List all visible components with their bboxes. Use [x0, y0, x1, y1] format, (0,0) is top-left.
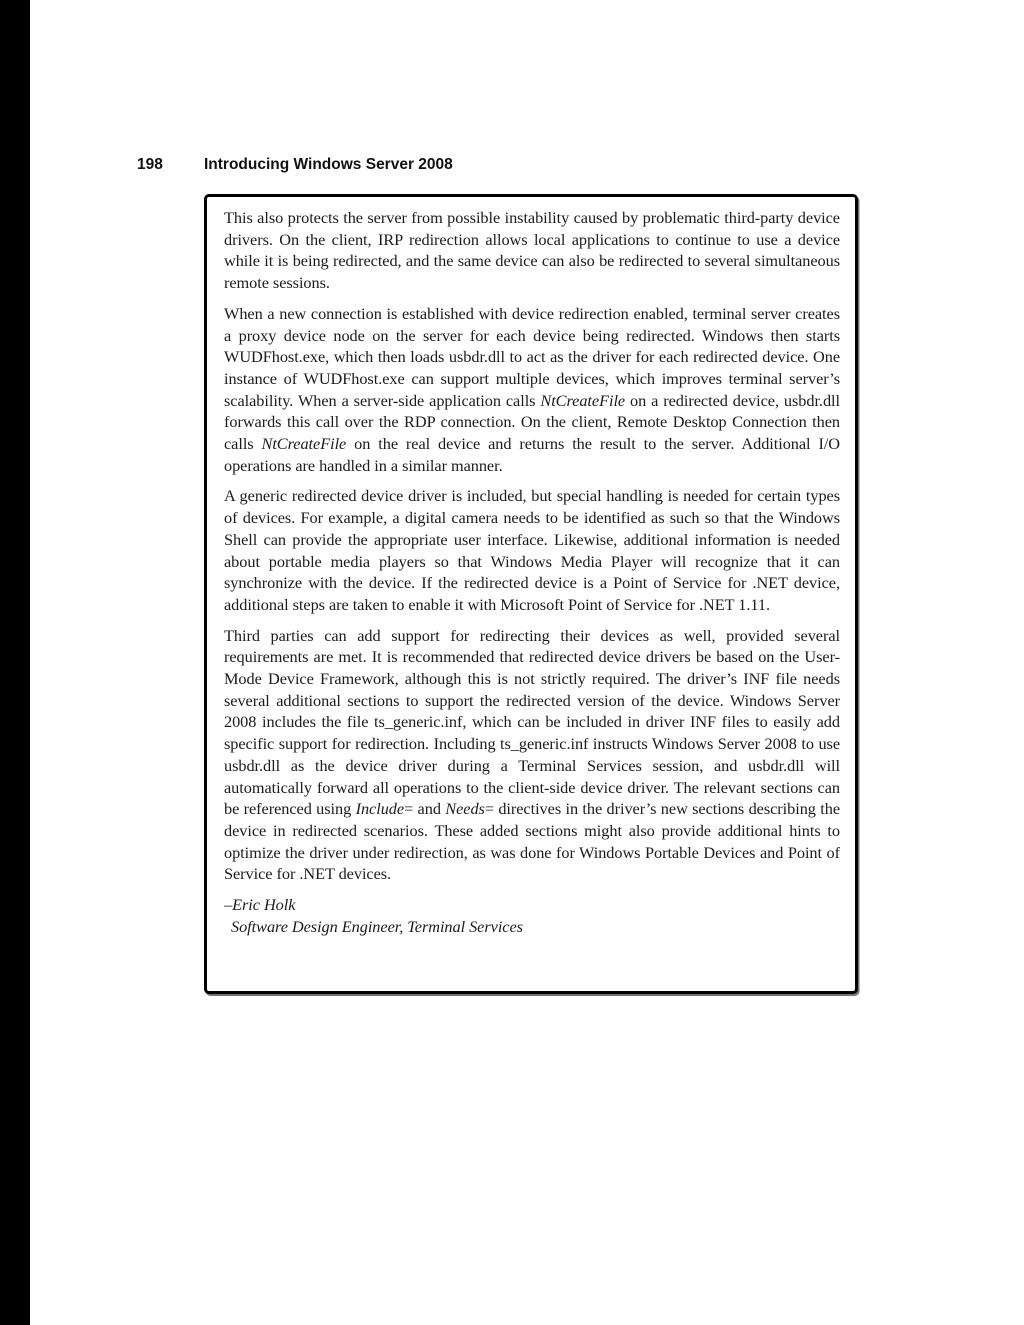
left-scan-edge	[0, 0, 30, 1325]
sidebar-paragraphs	[224, 207, 840, 885]
paragraph: When a new connection is established with device redirection enabled, terminal server creates a proxy device node on the server for each device being redirected. Windows then starts WUDFhost.exe, which then loads usbdr.dll to act as the driver for each redirected device. One instance of WUDFhost.exe can support multiple devices, which improves terminal server’s scalability. When a server-side application calls NtCreateFile on a redirected device, usbdr.dll forwards this call over the RDP connection. On the client, Remote Desktop Connection then calls NtCreateFile on the real device and returns the result to the server. Additional I/O operations are handled in a similar manner.	[224, 303, 841, 475]
running-head: Introducing Windows Server 2008	[204, 156, 453, 173]
paragraph: A generic redirected device driver is included, but special handling is needed for certain types of devices. For example, a digital camera needs to be identified as such so that the Windows Shell can provide the appropriate user interface. Likewise, additional information is needed about portable media players so that Windows Media Player will recognize that it can synchronize with the device. If the redirected device is a Point of Service for .NET device, additional steps are taken to enable it with Microsoft Point of Service for .NET 1.11.	[224, 486, 840, 614]
signature-title: Software Design Engineer, Terminal Services	[231, 916, 523, 936]
paragraph: This also protects the server from possible instability caused by problematic third-party device drivers. On the client, IRP redirection allows local applications to continue to use a device while it is being redirected, and the same device can also be redirected to several simultaneous remote sessions.	[224, 208, 840, 293]
page-header	[137, 156, 453, 174]
page-number: 198	[137, 156, 163, 173]
signature-block	[224, 894, 840, 937]
paragraph: Third parties can add support for redirecting their devices as well, provided several requirements are met. It is recommended that redirected device drivers be based on the User-Mode Device Framework, although this is not strictly required. The driver’s INF file needs several additional sections to support the redirected version of the device. Windows Server 2008 includes the file ts_generic.inf, which can be included in driver INF files to easily add specific support for redirection. Including ts_generic.inf instructs Windows Server 2008 to use usbdr.dll as the device driver during a Terminal Services session, and usbdr.dll will automatically forward all operations to the client-side device driver. The relevant sections can be referenced using Include= and Needs= directives in the driver’s new sections describing the device in redirected scenarios. These added sections might also provide additional hints to optimize the driver under redirection, as was done for Windows Portable Devices and Point of Service for .NET devices.	[224, 625, 840, 884]
signature-name: –Eric Holk	[224, 895, 296, 915]
sidebar-box	[204, 194, 858, 994]
